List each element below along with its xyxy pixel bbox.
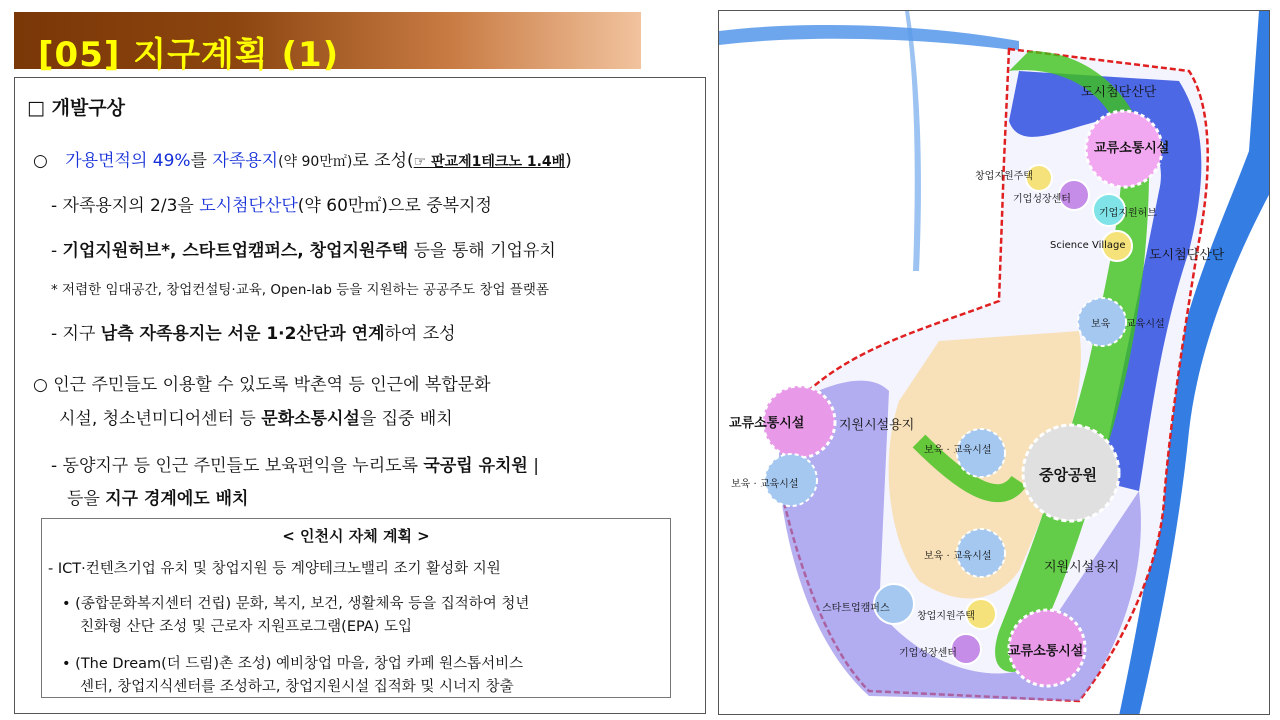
label-exchange-left: 교류소통시설 — [729, 416, 805, 431]
text: - — [51, 241, 63, 261]
text: - 자족용지의 2/3을 — [51, 196, 200, 216]
box-line: • (종합문화복지센터 건립) 문화, 복지, 보건, 생활체육 등을 집적하여 청년 — [62, 596, 530, 612]
text: - 동양지구 등 인근 주민들도 보육편익을 누리도록 — [51, 456, 424, 476]
box-title: < 인천시 자체 계획 > — [282, 527, 430, 545]
text: 시설, 청소년미디어센터 등 — [59, 409, 262, 429]
footnote: * 저렴한 임대공간, 창업컨설팅·교육, Open-lab 등을 지원하는 공공주도 창업 플랫폼 — [51, 282, 549, 298]
label-growth-center-top: 기업성장센터 — [1013, 194, 1071, 205]
label-growth-center-bottom: 기업성장센터 — [899, 648, 957, 659]
box-line: • (The Dream(더 드림)촌 조성) 예비창업 마을, 창업 카페 원스톱서비스 — [62, 656, 524, 672]
highlight-text: 가용면적의 49% — [65, 151, 191, 171]
box-line: 센터, 창업지식센터를 조성하고, 창업지원시설 집적화 및 시너지 창출 — [80, 679, 514, 695]
highlight-text: 자족용지 — [212, 151, 279, 171]
label-startup-campus: 스타트업캠퍼스 — [822, 603, 890, 614]
bullet: ○ — [33, 151, 48, 171]
bold-text: 남측 자족용지는 서운 1·2산단과 연계 — [100, 324, 385, 344]
label-exchange-top: 교류소통시설 — [1094, 141, 1170, 156]
district-map — [718, 10, 1270, 715]
label-central-park: 중앙공원 — [1039, 466, 1097, 484]
paragraph-6 — [59, 404, 453, 429]
text: (약 90만㎡) — [278, 154, 353, 170]
stream-2 — [905, 11, 921, 271]
text: 로 조성( — [352, 151, 414, 171]
label-childcare-mid1: 보육 · 교육시설 — [924, 445, 992, 456]
label-support-zone-left: 지원시설용지 — [839, 418, 915, 433]
text-panel — [14, 77, 706, 714]
highlight-text: 도시첨단산단 — [199, 196, 298, 216]
paragraph-5: ○ 인근 주민들도 이용할 수 있도록 박촌역 등 인근에 복합문화 — [33, 375, 491, 395]
paragraph-8 — [67, 484, 248, 509]
label-childcare-left: 보육 · 교육시설 — [731, 479, 799, 490]
label-urban-top: 도시첨단산단 — [1081, 85, 1157, 100]
bold-text: 문화소통시설 — [261, 409, 360, 429]
section-heading: □ 개발구상 — [27, 97, 125, 119]
bold-text: 국공립 유치원 — [423, 456, 528, 476]
map-drawing — [719, 11, 1270, 715]
paragraph-1 — [33, 146, 572, 171]
page-title: [05] 지구계획 (1) — [38, 35, 340, 75]
label-startup-housing-bottom: 창업지원주택 — [917, 611, 975, 622]
label-edu-facility-top: 교육시설 — [1126, 319, 1165, 330]
paragraph-7 — [51, 451, 539, 476]
text: 등을 통해 기업유치 — [408, 241, 556, 261]
box-line: - ICT·컨텐츠기업 유치 및 창업지원 등 계양테크노밸리 조기 활성화 지원 — [48, 561, 501, 577]
label-support-hub: 기업지원허브 — [1099, 208, 1157, 219]
paragraph-4 — [51, 319, 456, 344]
text: 를 — [190, 151, 213, 171]
paragraph-3 — [51, 236, 556, 261]
box-line: 친화형 산단 조성 및 근로자 지원프로그램(EPA) 도입 — [80, 619, 412, 635]
label-startup-housing-top: 창업지원주택 — [975, 171, 1033, 182]
text: 등을 — [67, 489, 106, 509]
text: (약 60만㎡)으로 중복지정 — [297, 196, 492, 216]
label-science-village: Science Village — [1050, 240, 1126, 251]
incheon-plan-box — [41, 518, 671, 698]
label-support-zone-right: 지원시설용지 — [1044, 560, 1120, 575]
bold-text: 기업지원허브*, 스타트업캠퍼스, 창업지원주택 — [62, 241, 409, 261]
stream — [719, 25, 1019, 51]
paragraph-2 — [51, 191, 492, 216]
title-banner — [14, 12, 641, 75]
text: ) — [565, 151, 572, 171]
bold-text: 지구 경계에도 배치 — [105, 489, 249, 509]
note-text: ☞ 판교제1테크노 1.4배 — [413, 154, 566, 170]
label-urban-right: 도시첨단산단 — [1149, 248, 1225, 263]
label-childcare-mid2: 보육 · 교육시설 — [924, 551, 992, 562]
text: - 지구 — [51, 324, 101, 344]
text: | — [527, 456, 539, 476]
text: 을 집중 배치 — [359, 409, 453, 429]
label-childcare-top: 보육 — [1091, 319, 1111, 330]
text: 하여 조성 — [384, 324, 456, 344]
label-exchange-bottom: 교류소통시설 — [1008, 644, 1084, 659]
